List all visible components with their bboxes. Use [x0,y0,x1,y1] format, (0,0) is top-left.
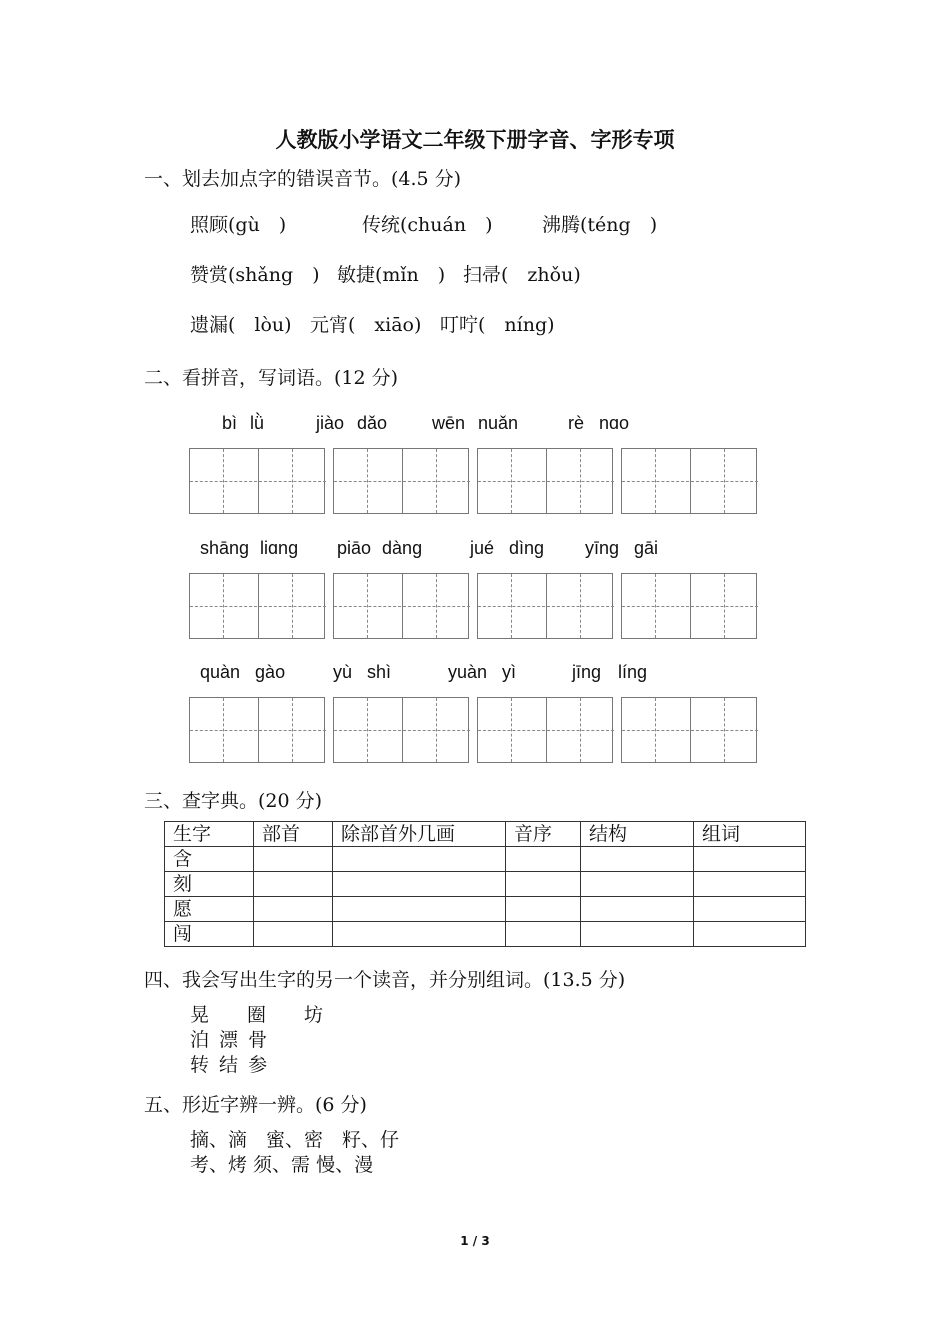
table-header-row [165,822,806,847]
s1-item: 传统(chuán ) [362,214,493,236]
answer-cell[interactable] [333,897,506,922]
pinyin-label: yuàn yì [448,662,517,682]
answer-cell[interactable] [581,922,694,947]
pinyin-label: quàn gào [200,662,286,682]
answer-cell[interactable] [254,922,333,947]
column-header: 音序 [506,822,581,847]
writing-grid[interactable] [189,448,325,514]
table-row [165,847,806,872]
column-header: 生字 [165,822,254,847]
answer-cell[interactable] [506,847,581,872]
answer-cell[interactable] [581,847,694,872]
pinyin-label: wēn nuǎn [432,413,519,433]
answer-cell[interactable] [694,922,806,947]
s1-item: 扫帚( zhǒu) [463,264,581,286]
page-title: 人教版小学语文二年级下册字音、字形专项 [275,127,675,152]
writing-grid[interactable] [333,697,469,763]
s4-row: 转 结 参 [190,1054,268,1076]
writing-grid[interactable] [477,697,613,763]
column-header: 组词 [694,822,806,847]
section-5-heading: 五、形近字辨一辨。(6 分) [144,1094,367,1116]
table-row [165,872,806,897]
writing-grid[interactable] [621,573,757,639]
column-header: 部首 [254,822,333,847]
writing-grid[interactable] [621,697,757,763]
char-cell: 含 [165,847,254,872]
pinyin-label: shāng liɑng [200,538,299,558]
table-row [165,922,806,947]
writing-grid[interactable] [477,448,613,514]
writing-grid[interactable] [189,697,325,763]
s4-row: 晃 圈 坊 [190,1004,324,1026]
dictionary-table [164,821,806,947]
pinyin-label: yīng gāi [585,538,659,558]
s1-item: 元宵( xiāo) [310,314,422,336]
writing-grid[interactable] [477,573,613,639]
writing-grid[interactable] [189,573,325,639]
s1-item: 敏捷(mǐn ) [337,264,446,286]
s1-item: 沸腾(téng ) [542,214,658,236]
answer-cell[interactable] [694,897,806,922]
table-row [165,897,806,922]
column-header: 除部首外几画 [333,822,506,847]
pinyin-label: jiào dǎo [316,413,388,433]
writing-grid[interactable] [333,573,469,639]
answer-cell[interactable] [506,922,581,947]
char-cell: 刻 [165,872,254,897]
answer-cell[interactable] [333,847,506,872]
pinyin-label: bì lǜ [222,413,265,433]
s1-item: 叮咛( níng) [440,314,555,336]
char-cell: 闯 [165,922,254,947]
answer-cell[interactable] [254,847,333,872]
section-4-heading: 四、我会写出生字的另一个读音，并分别组词。(13.5 分) [144,969,626,991]
writing-grid[interactable] [621,448,757,514]
pinyin-label: jīng líng [572,662,648,682]
page-number: 1 / 3 [460,1234,490,1248]
answer-cell[interactable] [333,922,506,947]
answer-cell[interactable] [694,872,806,897]
pinyin-label: jué dìng [470,538,545,558]
s5-row: 考、烤 须、需 慢、漫 [190,1154,374,1176]
column-header: 结构 [581,822,694,847]
answer-cell[interactable] [694,847,806,872]
answer-cell[interactable] [254,872,333,897]
answer-cell[interactable] [581,872,694,897]
s4-row: 泊 漂 骨 [190,1029,268,1051]
s1-item: 遗漏( lòu) [190,314,292,336]
answer-cell[interactable] [506,872,581,897]
pinyin-label: yù shì [333,662,392,682]
char-cell: 愿 [165,897,254,922]
s5-row: 摘、滴 蜜、密 籽、仔 [190,1129,400,1151]
section-2-heading: 二、看拼音，写词语。(12 分) [144,367,399,389]
writing-grid[interactable] [333,448,469,514]
answer-cell[interactable] [581,897,694,922]
s1-item: 赞赏(shǎng ) [190,264,320,286]
answer-cell[interactable] [254,897,333,922]
answer-cell[interactable] [333,872,506,897]
s1-item: 照顾(gù ) [190,214,287,236]
section-3-heading: 三、查字典。(20 分) [144,790,323,812]
section-1-heading: 一、划去加点字的错误音节。(4.5 分) [144,168,462,190]
pinyin-label: piāo dàng [337,538,423,558]
pinyin-label: rè nɑo [568,413,630,433]
answer-cell[interactable] [506,897,581,922]
